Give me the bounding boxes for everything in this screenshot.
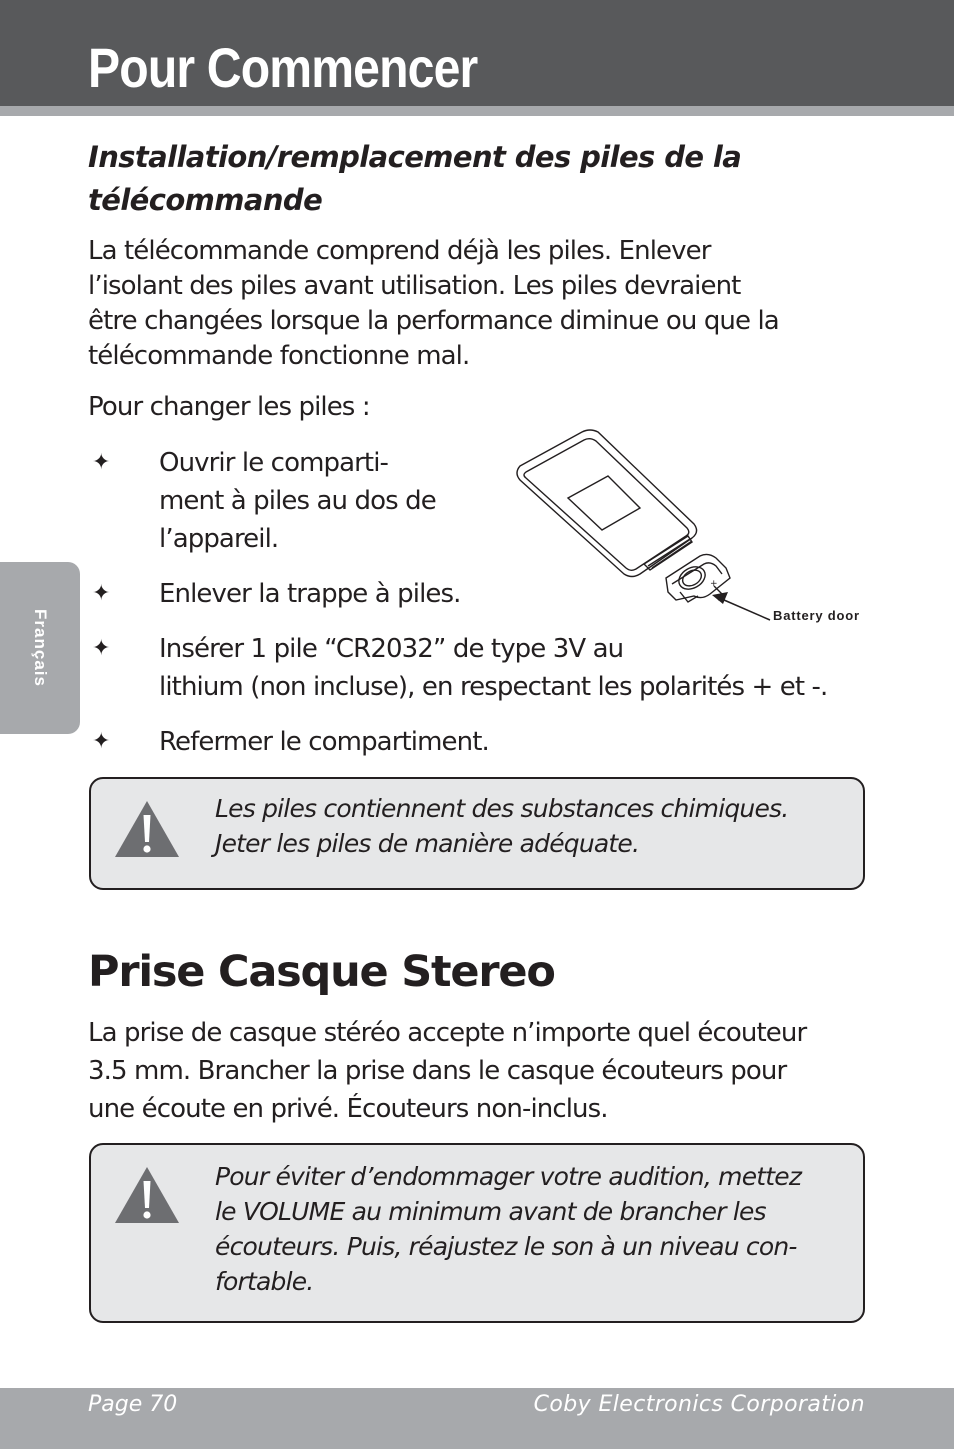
page-title: Pour Commencer — [88, 36, 478, 99]
warning-text — [215, 1159, 841, 1299]
page-number: Page 70 — [88, 1392, 178, 1417]
warning-icon — [113, 1165, 181, 1225]
step-line: Enlever la trappe à piles. — [159, 579, 461, 609]
step-line: l’appareil. — [159, 524, 279, 554]
warning-line: Les piles contiennent des substances chimiques. — [215, 794, 789, 823]
remote-battery-illustration — [512, 426, 872, 632]
paragraph-line: La télécommande comprend déjà les piles. Enlever — [88, 236, 711, 266]
paragraph-line: La prise de casque stéréo accepte n’importe quel écouteur — [88, 1018, 807, 1048]
paragraph-line: 3.5 mm. Brancher la prise dans le casque écouteurs pour — [88, 1056, 787, 1086]
paragraph-line: télécommande fonctionne mal. — [88, 341, 470, 371]
warning-text — [215, 791, 841, 861]
battery-heading-line: Installation/remplacement des piles de la — [88, 140, 742, 174]
paragraph-line: être changées lorsque la performance diminue ou que la — [88, 306, 779, 336]
step-item — [159, 630, 827, 706]
step-line: lithium (non incluse), en respectant les polarités + et -. — [159, 672, 828, 702]
header-rule — [0, 106, 954, 116]
four-point-star-icon: ✦ — [92, 581, 111, 606]
headphone-section-heading: Prise Casque Stereo — [88, 947, 555, 997]
warning-line: le VOLUME au minimum avant de brancher les — [215, 1197, 766, 1226]
language-tab — [0, 562, 80, 734]
step-line: ment à piles au dos de — [159, 486, 436, 516]
warning-line: Jeter les piles de manière adéquate. — [215, 829, 640, 858]
company-name: Coby Electronics Corporation — [533, 1392, 865, 1417]
headphone-paragraph — [88, 1014, 806, 1128]
paragraph-line: l’isolant des piles avant utilisation. Les piles devraient — [88, 271, 741, 301]
step-item — [159, 723, 489, 761]
paragraph-line: une écoute en privé. Écouteurs non-inclus. — [88, 1094, 608, 1124]
warning-box — [89, 777, 865, 890]
warning-box — [89, 1143, 865, 1323]
four-point-star-icon: ✦ — [92, 636, 111, 661]
battery-door-label: Battery door — [773, 608, 860, 623]
steps-intro: Pour changer les piles : — [88, 392, 370, 422]
step-line: Insérer 1 pile “CR2032” de type 3V au — [159, 634, 624, 664]
four-point-star-icon: ✦ — [92, 450, 111, 475]
four-point-star-icon: ✦ — [92, 729, 111, 754]
warning-line: écouteurs. Puis, réajustez le son à un niveau con- — [215, 1232, 797, 1261]
warning-icon — [113, 799, 181, 859]
step-item — [159, 444, 436, 558]
battery-intro-paragraph — [88, 234, 779, 374]
step-item — [159, 575, 461, 613]
battery-section-heading — [88, 136, 808, 222]
svg-text:+: + — [710, 579, 718, 589]
language-tab-label: Français — [31, 609, 50, 687]
battery-heading-line: télécommande — [88, 183, 323, 217]
warning-line: fortable. — [215, 1267, 314, 1296]
step-line: Refermer le compartiment. — [159, 727, 489, 757]
step-line: Ouvrir le comparti- — [159, 448, 389, 478]
warning-line: Pour éviter d’endommager votre audition, mettez — [215, 1162, 802, 1191]
